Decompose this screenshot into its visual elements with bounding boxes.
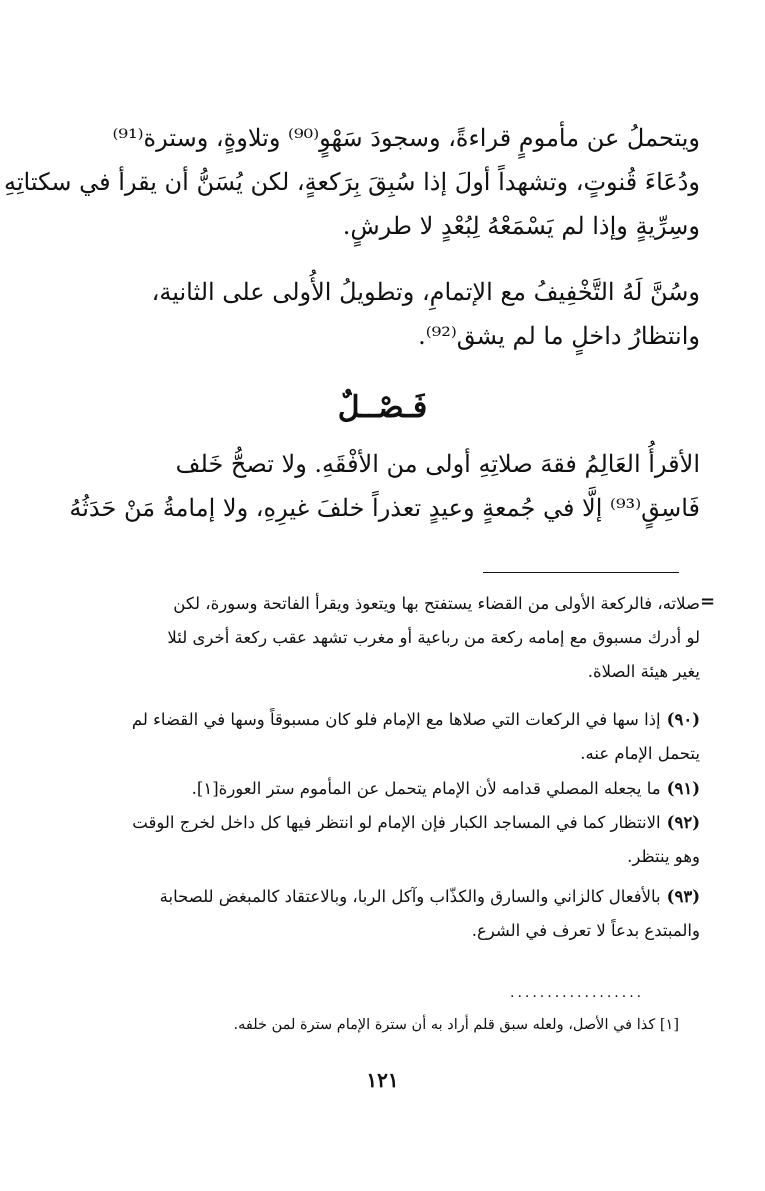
- text-line: وسُنَّ لَهُ التَّخْفِيفُ مع الإتمامِ، وتطويلُ الأُولى على الثانية،: [151, 278, 700, 306]
- continuation-marker: =: [700, 591, 716, 612]
- footnote-number: (٩١): [666, 779, 700, 798]
- footnote-number: (٩٠): [666, 710, 700, 729]
- continued-footnote: [80, 587, 700, 689]
- footnote-text: بالأفعال كالزاني والسارق والكذّاب وآكل الربا، وبالاعتقاد كالمبغض للصحابة: [159, 887, 661, 906]
- footnote-number: (٩٢): [666, 813, 700, 832]
- footnote-line: لو أدرك مسبوق مع إمامه ركعة من رباعية أو مغرب تشهد عقب ركعة أخرى لئلا: [167, 628, 700, 647]
- paragraph-imamate: [69, 442, 700, 530]
- text-line: الأقرأُ العَالِمُ فقهَ صلاتِهِ أولى من الأفْقَهِ. ولا تصحُّ خَلف: [175, 450, 700, 478]
- editor-note: [١] كذا في الأصل، ولعله سبق قلم أراد به أن سترة الإمام سترة لمن خلفه.: [233, 1017, 679, 1033]
- text-line: وسِرِّيةٍ وإذا لم يَسْمَعْهُ لِبُعْدٍ لا طرشٍ.: [342, 212, 700, 240]
- footnote-line: [80, 772, 700, 806]
- text-line: ودُعَاءَ قُنوتٍ، وتشهداً أولَ إذا سُبِقَ بِرَكعةٍ، لكن يُسَنُّ أن يقرأ في سكتاتِهِ: [4, 168, 700, 196]
- footnote-line: والمبتدع بدعاً لا تعرف في الشرع.: [471, 921, 700, 940]
- footnote-divider: [483, 572, 679, 573]
- footnote-text: ما يجعله المصلي قدامه لأن الإمام يتحمل عن المأموم ستر العورة[١].: [191, 779, 661, 798]
- footnote-text: إذا سها في الركعات التي صلاها مع الإمام فلو كان مسبوقاً وسها في القضاء لم: [131, 710, 661, 729]
- page-number: ١٢١: [366, 1068, 399, 1092]
- footnote-93: [80, 880, 700, 948]
- section-heading: فَـصْــلٌ: [337, 390, 428, 425]
- footnote-line: [80, 806, 700, 840]
- text-line: ويتحملُ عن مأمومٍ قراءةً، وسجودَ سَهْوٍ⁽⁹⁰⁾ وتلاوةٍ، وسترة⁽⁹¹⁾: [112, 124, 700, 152]
- footnote-line: [80, 880, 700, 914]
- footnote-number: (٩٣): [666, 887, 700, 906]
- paragraph-sunnah-lightening: [72, 270, 700, 358]
- paragraph-imam-bears: [4, 116, 700, 248]
- text-line: وانتظارُ داخلٍ ما لم يشق⁽⁹²⁾.: [418, 322, 700, 350]
- footnote-92: [80, 806, 700, 874]
- editor-note-separator: ..................: [510, 985, 645, 1001]
- footnote-line: يتحمل الإمام عنه.: [580, 744, 700, 763]
- footnote-line: صلاته، فالركعة الأولى من القضاء يستفتح بها ويتعوذ ويقرأ الفاتحة وسورة، لكن: [173, 594, 700, 613]
- footnote-90: [80, 703, 700, 771]
- footnote-91: [80, 772, 700, 806]
- text-line: فَاسِقٍ⁽⁹³⁾ إلَّا في جُمعةٍ وعيدٍ تعذراً خلفَ غيرِهِ، ولا إمامةُ مَنْ حَدَثُهُ: [69, 494, 700, 522]
- footnote-line: [80, 703, 700, 737]
- footnote-text: الانتظار كما في المساجد الكبار فإن الإمام لو انتظر فيها كل داخل لخرج الوقت: [132, 813, 661, 832]
- footnote-line: وهو ينتظر.: [627, 847, 700, 866]
- footnote-line: يغير هيئة الصلاة.: [587, 662, 700, 681]
